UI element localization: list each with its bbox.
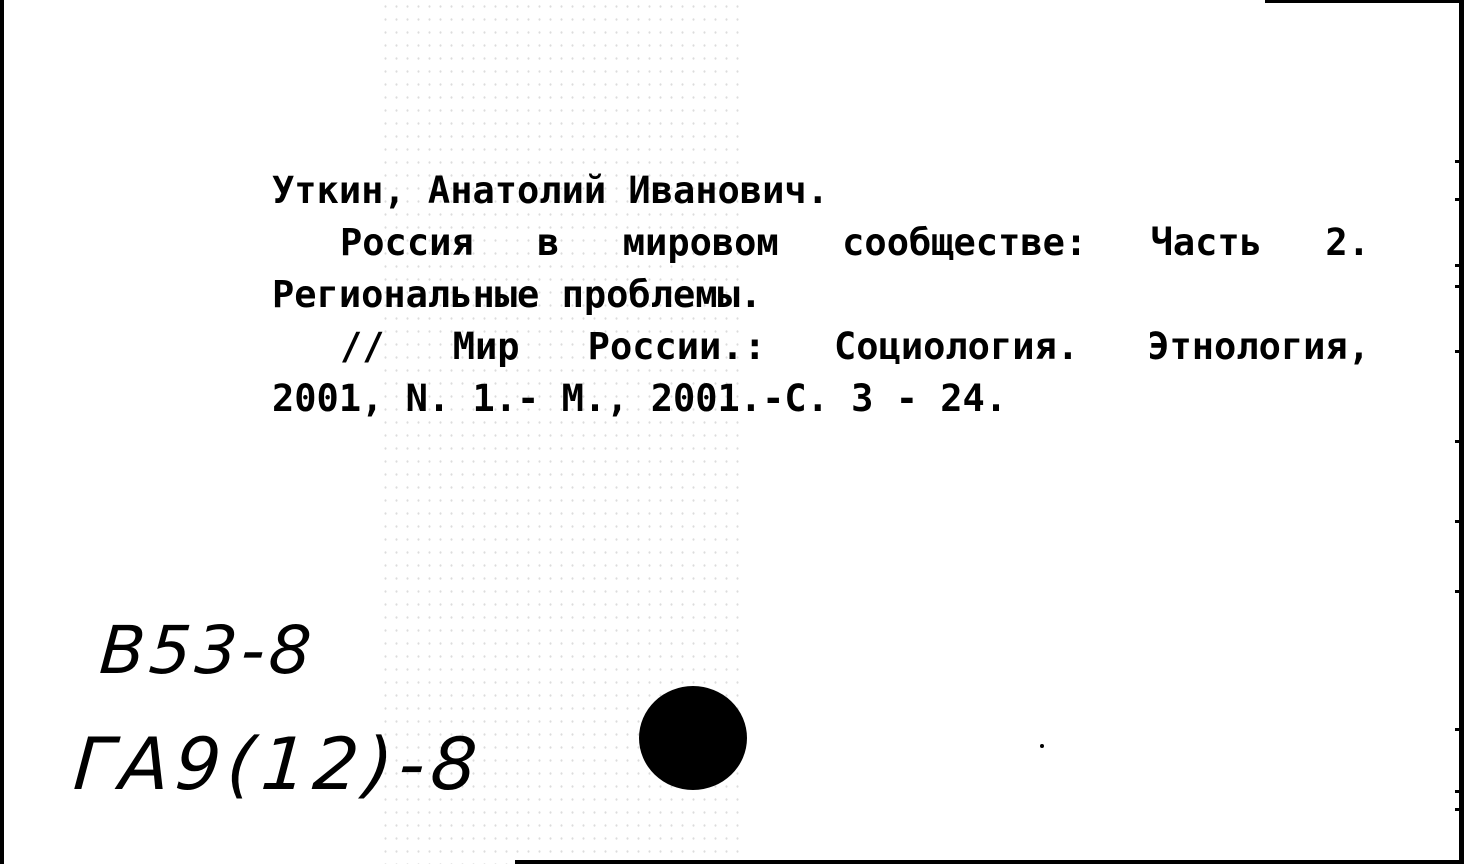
card-left-edge — [0, 0, 4, 864]
handwritten-shelf-mark: B53-8 — [97, 612, 318, 689]
edge-marks — [1455, 140, 1460, 840]
title-word: 2. — [1325, 221, 1370, 264]
source-line-1 — [272, 321, 1370, 373]
source-word: Этнология, — [1147, 325, 1370, 368]
title-word: сообществе: — [842, 221, 1088, 264]
title-word: Россия — [340, 221, 474, 264]
source-word: // — [340, 325, 385, 368]
title-line-2: Региональные проблемы. — [272, 273, 763, 316]
source-word: Социология. — [834, 325, 1080, 368]
source-word: России.: — [587, 325, 766, 368]
source-line-2: 2001, N. 1.- М., 2001.-С. 3 - 24. — [272, 377, 1008, 420]
card-bottom-edge — [515, 860, 1464, 864]
author-line: Уткин, Анатолий Иванович. — [272, 169, 829, 212]
title-word: в — [537, 221, 560, 264]
handwritten-classification: ГА9(12)-8 — [71, 722, 486, 806]
bibliographic-entry — [272, 165, 1370, 425]
ink-speck — [1040, 744, 1044, 748]
punch-hole-icon — [639, 686, 747, 790]
card-top-edge — [1265, 0, 1464, 3]
source-word: Мир — [452, 325, 520, 368]
title-word: мировом — [622, 221, 779, 264]
title-word: Часть — [1150, 221, 1262, 264]
title-line-1 — [272, 217, 1370, 269]
